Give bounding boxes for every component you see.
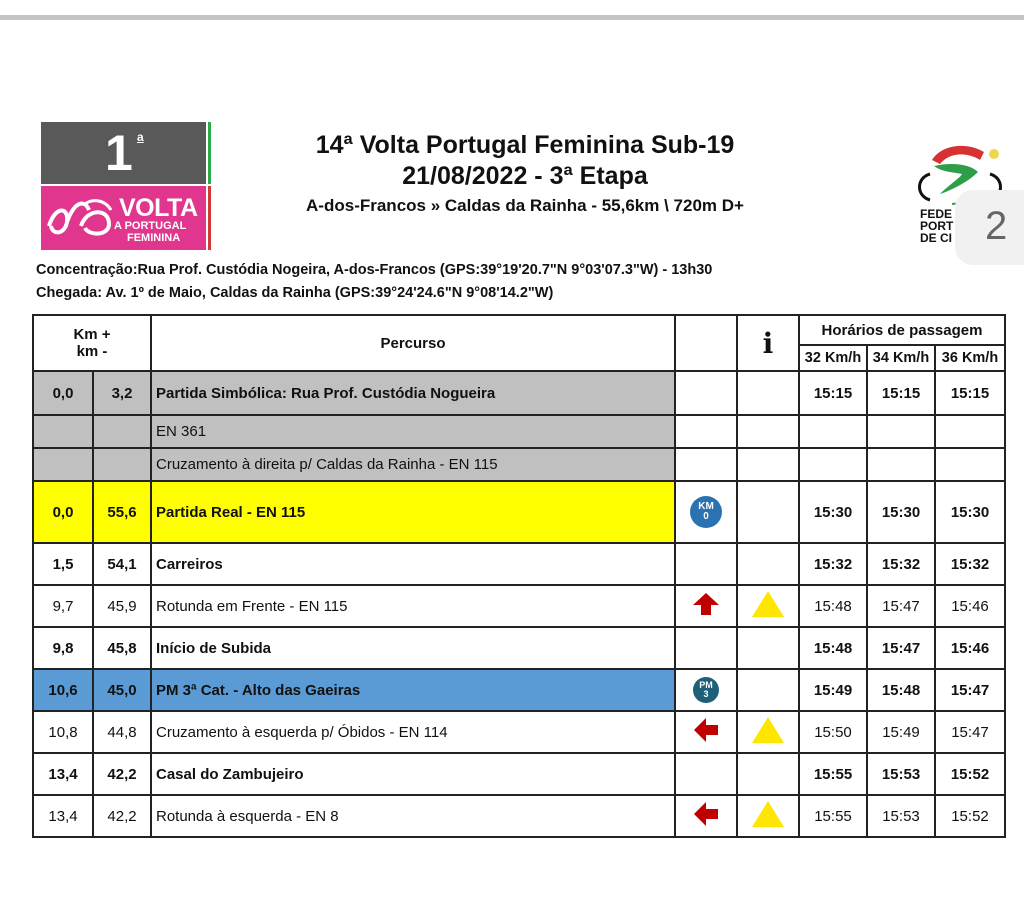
direction-icon-cell bbox=[675, 795, 737, 837]
time-32-cell bbox=[799, 448, 867, 481]
concentracao-info: Concentração:Rua Prof. Custódia Nogeira, A-dos-Francos (GPS:39°19'20.7"N 9°03'07.3"W) - 13h30 bbox=[36, 262, 713, 278]
brand-line2: A PORTUGAL bbox=[114, 220, 187, 232]
time-34-cell: 15:47 bbox=[867, 627, 935, 669]
table-row bbox=[33, 371, 1005, 415]
route-table bbox=[32, 314, 1006, 838]
federation-text bbox=[920, 208, 953, 244]
federation-line1: FEDE bbox=[920, 207, 953, 221]
km-plus-cell: 10,8 bbox=[33, 711, 93, 753]
percurso-cell: Rotunda em Frente - EN 115 bbox=[151, 585, 675, 627]
header-horarios: Horários de passagem bbox=[799, 315, 1005, 345]
federation-line3: DE CI bbox=[920, 231, 953, 245]
km-plus-cell: 0,0 bbox=[33, 481, 93, 543]
time-36-cell: 15:52 bbox=[935, 795, 1005, 837]
time-36-cell: 15:32 bbox=[935, 543, 1005, 585]
direction-icon-cell bbox=[675, 415, 737, 448]
direction-icon-cell bbox=[675, 371, 737, 415]
time-36-cell bbox=[935, 448, 1005, 481]
direction-icon-cell bbox=[675, 481, 737, 543]
percurso-cell: Casal do Zambujeiro bbox=[151, 753, 675, 795]
km-plus-cell: 0,0 bbox=[33, 371, 93, 415]
badge-text-bottom: 0 bbox=[703, 511, 709, 522]
percurso-cell: Início de Subida bbox=[151, 627, 675, 669]
time-32-cell: 15:30 bbox=[799, 481, 867, 543]
time-34-cell: 15:32 bbox=[867, 543, 935, 585]
km-plus-cell: 1,5 bbox=[33, 543, 93, 585]
time-36-cell bbox=[935, 415, 1005, 448]
percurso-cell: Partida Simbólica: Rua Prof. Custódia Nogueira bbox=[151, 371, 675, 415]
stage-route: A-dos-Francos » Caldas da Rainha - 55,6km \ 720m D+ bbox=[306, 196, 744, 215]
table-row bbox=[33, 669, 1005, 711]
arrow-up-icon bbox=[691, 591, 721, 617]
info-icon-cell bbox=[737, 627, 799, 669]
km-minus-cell: 3,2 bbox=[93, 371, 151, 415]
time-34-cell bbox=[867, 415, 935, 448]
race-title: 14ª Volta Portugal Feminina Sub-19 bbox=[315, 131, 735, 159]
top-divider bbox=[0, 15, 1024, 20]
info-icon: i bbox=[762, 326, 774, 360]
header-speed-34: 34 Km/h bbox=[867, 345, 935, 371]
info-icon-cell bbox=[737, 415, 799, 448]
info-icon-cell bbox=[737, 448, 799, 481]
info-icon-cell bbox=[737, 753, 799, 795]
volta-feminina-logo bbox=[41, 122, 211, 250]
rank-number: 1 bbox=[105, 125, 133, 181]
arrow-left-icon bbox=[692, 801, 720, 827]
time-34-cell: 15:15 bbox=[867, 371, 935, 415]
time-34-cell: 15:47 bbox=[867, 585, 935, 627]
km-minus-cell: 54,1 bbox=[93, 543, 151, 585]
pm3-badge-icon bbox=[693, 677, 719, 703]
time-32-cell: 15:48 bbox=[799, 627, 867, 669]
km-plus-cell bbox=[33, 448, 93, 481]
federation-line2: PORT bbox=[920, 219, 954, 233]
direction-icon-cell bbox=[675, 669, 737, 711]
badge-text-top: PM bbox=[699, 680, 713, 690]
logo-stripe-red bbox=[208, 186, 211, 250]
time-36-cell: 15:52 bbox=[935, 753, 1005, 795]
percurso-cell: PM 3ª Cat. - Alto das Gaeiras bbox=[151, 669, 675, 711]
header-speed-36: 36 Km/h bbox=[935, 345, 1005, 371]
km-minus-cell: 45,9 bbox=[93, 585, 151, 627]
rank-suffix: a bbox=[137, 130, 144, 144]
km-minus-cell: 45,8 bbox=[93, 627, 151, 669]
time-34-cell: 15:53 bbox=[867, 795, 935, 837]
percurso-cell: Carreiros bbox=[151, 543, 675, 585]
time-36-cell: 15:47 bbox=[935, 711, 1005, 753]
brand-line3: FEMININA bbox=[127, 232, 181, 244]
time-32-cell: 15:32 bbox=[799, 543, 867, 585]
km-minus-cell: 42,2 bbox=[93, 753, 151, 795]
warning-triangle-icon bbox=[750, 589, 786, 619]
km-minus-cell bbox=[93, 448, 151, 481]
table-row bbox=[33, 448, 1005, 481]
percurso-cell: EN 361 bbox=[151, 415, 675, 448]
header-icon-column bbox=[675, 315, 737, 371]
percurso-cell: Rotunda à esquerda - EN 8 bbox=[151, 795, 675, 837]
percurso-cell: Cruzamento à esquerda p/ Óbidos - EN 114 bbox=[151, 711, 675, 753]
page-number: 2 bbox=[985, 204, 1008, 248]
info-icon-cell bbox=[737, 795, 799, 837]
time-34-cell: 15:53 bbox=[867, 753, 935, 795]
km-minus-cell bbox=[93, 415, 151, 448]
info-icon-cell bbox=[737, 543, 799, 585]
direction-icon-cell bbox=[675, 711, 737, 753]
km-minus-cell: 45,0 bbox=[93, 669, 151, 711]
time-32-cell: 15:55 bbox=[799, 795, 867, 837]
stage-date: 21/08/2022 - 3ª Etapa bbox=[402, 162, 648, 190]
page-number-badge bbox=[955, 190, 1024, 265]
km-plus-cell: 13,4 bbox=[33, 753, 93, 795]
time-32-cell: 15:49 bbox=[799, 669, 867, 711]
time-32-cell: 15:55 bbox=[799, 753, 867, 795]
km-plus-cell: 10,6 bbox=[33, 669, 93, 711]
table-row bbox=[33, 711, 1005, 753]
rank-box bbox=[41, 122, 206, 184]
direction-icon-cell bbox=[675, 543, 737, 585]
direction-icon-cell bbox=[675, 627, 737, 669]
warning-triangle-icon bbox=[750, 799, 786, 829]
header-info bbox=[737, 315, 799, 371]
table-row bbox=[33, 627, 1005, 669]
time-36-cell: 15:46 bbox=[935, 585, 1005, 627]
time-32-cell: 15:50 bbox=[799, 711, 867, 753]
time-32-cell: 15:15 bbox=[799, 371, 867, 415]
km-minus-cell: 55,6 bbox=[93, 481, 151, 543]
info-icon-cell bbox=[737, 371, 799, 415]
header-percurso: Percurso bbox=[151, 315, 675, 371]
time-36-cell: 15:47 bbox=[935, 669, 1005, 711]
table-row bbox=[33, 753, 1005, 795]
table-row bbox=[33, 795, 1005, 837]
time-36-cell: 15:15 bbox=[935, 371, 1005, 415]
info-icon-cell bbox=[737, 711, 799, 753]
km-plus-cell: 9,7 bbox=[33, 585, 93, 627]
time-34-cell: 15:49 bbox=[867, 711, 935, 753]
brand-line1: VOLTA bbox=[119, 194, 198, 222]
km-plus-cell: 9,8 bbox=[33, 627, 93, 669]
info-icon-cell bbox=[737, 585, 799, 627]
km-minus-cell: 42,2 bbox=[93, 795, 151, 837]
percurso-cell: Cruzamento à direita p/ Caldas da Rainha - EN 115 bbox=[151, 448, 675, 481]
km0-badge-icon bbox=[690, 496, 722, 528]
stage-title bbox=[240, 130, 810, 220]
header-km-plus: Km + bbox=[73, 326, 111, 343]
arrow-left-icon bbox=[692, 717, 720, 743]
percurso-cell: Partida Real - EN 115 bbox=[151, 481, 675, 543]
header-km-minus: km - bbox=[76, 343, 108, 360]
info-icon-cell bbox=[737, 481, 799, 543]
direction-icon-cell bbox=[675, 585, 737, 627]
table-row bbox=[33, 543, 1005, 585]
warning-triangle-icon bbox=[750, 715, 786, 745]
logo-stripe-green bbox=[208, 122, 211, 184]
km-plus-cell bbox=[33, 415, 93, 448]
km-minus-cell: 44,8 bbox=[93, 711, 151, 753]
time-36-cell: 15:30 bbox=[935, 481, 1005, 543]
time-34-cell: 15:30 bbox=[867, 481, 935, 543]
info-icon-cell bbox=[737, 669, 799, 711]
time-36-cell: 15:46 bbox=[935, 627, 1005, 669]
chegada-info: Chegada: Av. 1º de Maio, Caldas da Rainha (GPS:39°24'24.6"N 9°08'14.2"W) bbox=[36, 285, 554, 301]
header-speed-32: 32 Km/h bbox=[799, 345, 867, 371]
table-row bbox=[33, 585, 1005, 627]
badge-text-top: KM bbox=[698, 501, 714, 512]
badge-text-bottom: 3 bbox=[703, 689, 709, 699]
time-32-cell bbox=[799, 415, 867, 448]
direction-icon-cell bbox=[675, 448, 737, 481]
brand-box bbox=[41, 186, 206, 250]
time-34-cell: 15:48 bbox=[867, 669, 935, 711]
table-row bbox=[33, 415, 1005, 448]
km-plus-cell: 13,4 bbox=[33, 795, 93, 837]
cyclist-icon bbox=[45, 196, 117, 240]
time-32-cell: 15:48 bbox=[799, 585, 867, 627]
time-34-cell bbox=[867, 448, 935, 481]
table-row bbox=[33, 481, 1005, 543]
km-headers bbox=[33, 315, 151, 371]
direction-icon-cell bbox=[675, 753, 737, 795]
